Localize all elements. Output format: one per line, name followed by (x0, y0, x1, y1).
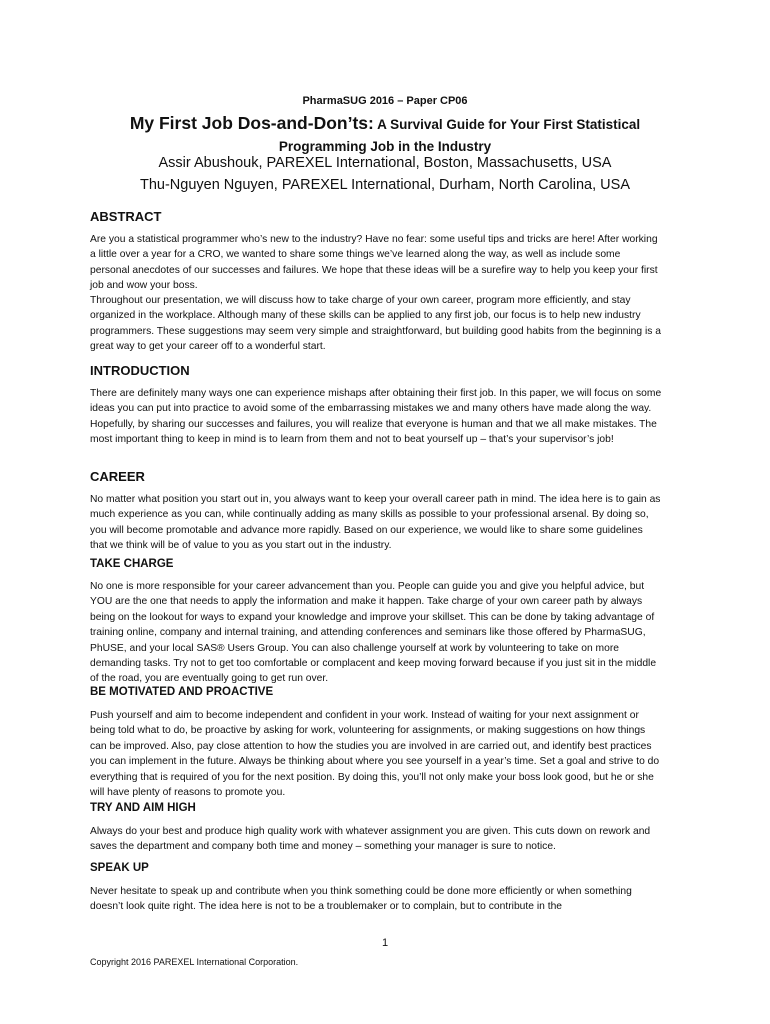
title-subtitle-line-2: Programming Job in the Industry (278, 139, 492, 154)
author-2: Thu-Nguyen Nguyen, PAREXEL International, Durham, North Carolina, USA (139, 177, 630, 193)
career-paragraph: No matter what position you start out in, you always want to keep your overall career path in mind. The idea here is to gain as much experience as you can, while continually adding as many skills as possible to your professional arsenal. By doing so, you will become promotable and advance more rapidly. Based on our experience, we would like to share some guidelines that we think will be of value to you as you start out in the industry. (90, 494, 661, 552)
aim-high-paragraph: Always do your best and produce high quality work with whatever assignment you are given. This cuts down on rework and saves the department and company both time and money – something your manager is sure to notice. (90, 826, 651, 853)
author-1: Assir Abushouk, PAREXEL International, Boston, Massachusetts, USA (158, 155, 612, 171)
motivated-heading: BE MOTIVATED AND PROACTIVE (90, 686, 274, 698)
title-main: My First Job Dos-and-Don’ts: (129, 113, 374, 133)
abstract-heading: ABSTRACT (90, 209, 162, 224)
page-number: 1 (381, 937, 389, 949)
introduction-heading: INTRODUCTION (90, 363, 190, 378)
take-charge-paragraph: No one is more responsible for your career advancement than you. People can guide you and give you helpful advice, but YOU are the one that needs to apply the information and make it happen. Take charge of your own career path by always being on the lookout for ways to expand your knowledge and improve your skillset. This can be done by taking advantage of training online, company and internal training, and attending conferences and seminars like those offered by PharmaSUG, PhUSE, and your local SAS® Users Group. You can also challenge yourself at work by volunteering to take on more demanding tasks. Try not to get too comfortable or complacent and keep moving forward because if you just sit in the middle of the road, you are eventually going to get run over. (90, 581, 657, 685)
title-subtitle-line-1: A Survival Guide for Your First Statistical (373, 117, 641, 132)
aim-high-heading: TRY AND AIM HIGH (90, 802, 196, 814)
career-heading: CAREER (90, 469, 145, 484)
conference-label: PharmaSUG 2016 – Paper CP06 (302, 95, 468, 107)
motivated-paragraph: Push yourself and aim to become independent and confident in your work. Instead of waiting for your next assignment or being told what to do, be proactive by asking for work, volunteering for assignments, or making suggestions on how things can be improved. Also, pay close attention to how the studies you are involved in are carried out, and identify best practices you can implement in the future. Always be thinking about where you see yourself in a year’s time. Set a goal and strive to do everything that is required of you for the next position. By doing this, you’ll not only make your boss look good, but he or she will have plenty of reasons to promote you. (90, 710, 660, 799)
copyright-notice: Copyright 2016 PAREXEL International Corporation. (90, 957, 299, 967)
abstract-paragraph-2: Throughout our presentation, we will discuss how to take charge of your own career, program more efficiently, and stay organized in the workplace. Although many of these skills can be applied to any first job, our focus is to help new industry programmers. These suggestions may seem very simple and straightforward, but building good habits from the beginning is a great way to get your career off to a wonderful start. (90, 295, 662, 353)
speak-up-heading: SPEAK UP (90, 862, 149, 874)
abstract-paragraph-1: Are you a statistical programmer who’s new to the industry? Have no fear: some useful tips and tricks are here! After working a little over a year for a CRO, we wanted to share some things we’ve learned along the way, as well as include some personal anecdotes of our successes and failures. We hope that these ideas will be a surefire way to help you keep your first job and wow your boss. (90, 234, 658, 292)
introduction-paragraph: There are definitely many ways one can experience mishaps after obtaining their first job. In this paper, we will focus on some ideas you can put into practice to avoid some of the embarrassing mistakes we and many others have made along the way. Hopefully, by sharing our successes and failures, you will realize that everyone is human and that we all make mistakes. The most important thing to keep in mind is to learn from them and not to beat yourself up – that’s your supervisor’s job! (90, 388, 662, 446)
take-charge-heading: TAKE CHARGE (90, 558, 174, 570)
paper-title (90, 112, 680, 158)
speak-up-paragraph: Never hesitate to speak up and contribute when you think something could be done more efficiently or when something doesn’t look quite right. The idea here is not to be a troublemaker or to complain, but to contribute in the (90, 886, 632, 913)
